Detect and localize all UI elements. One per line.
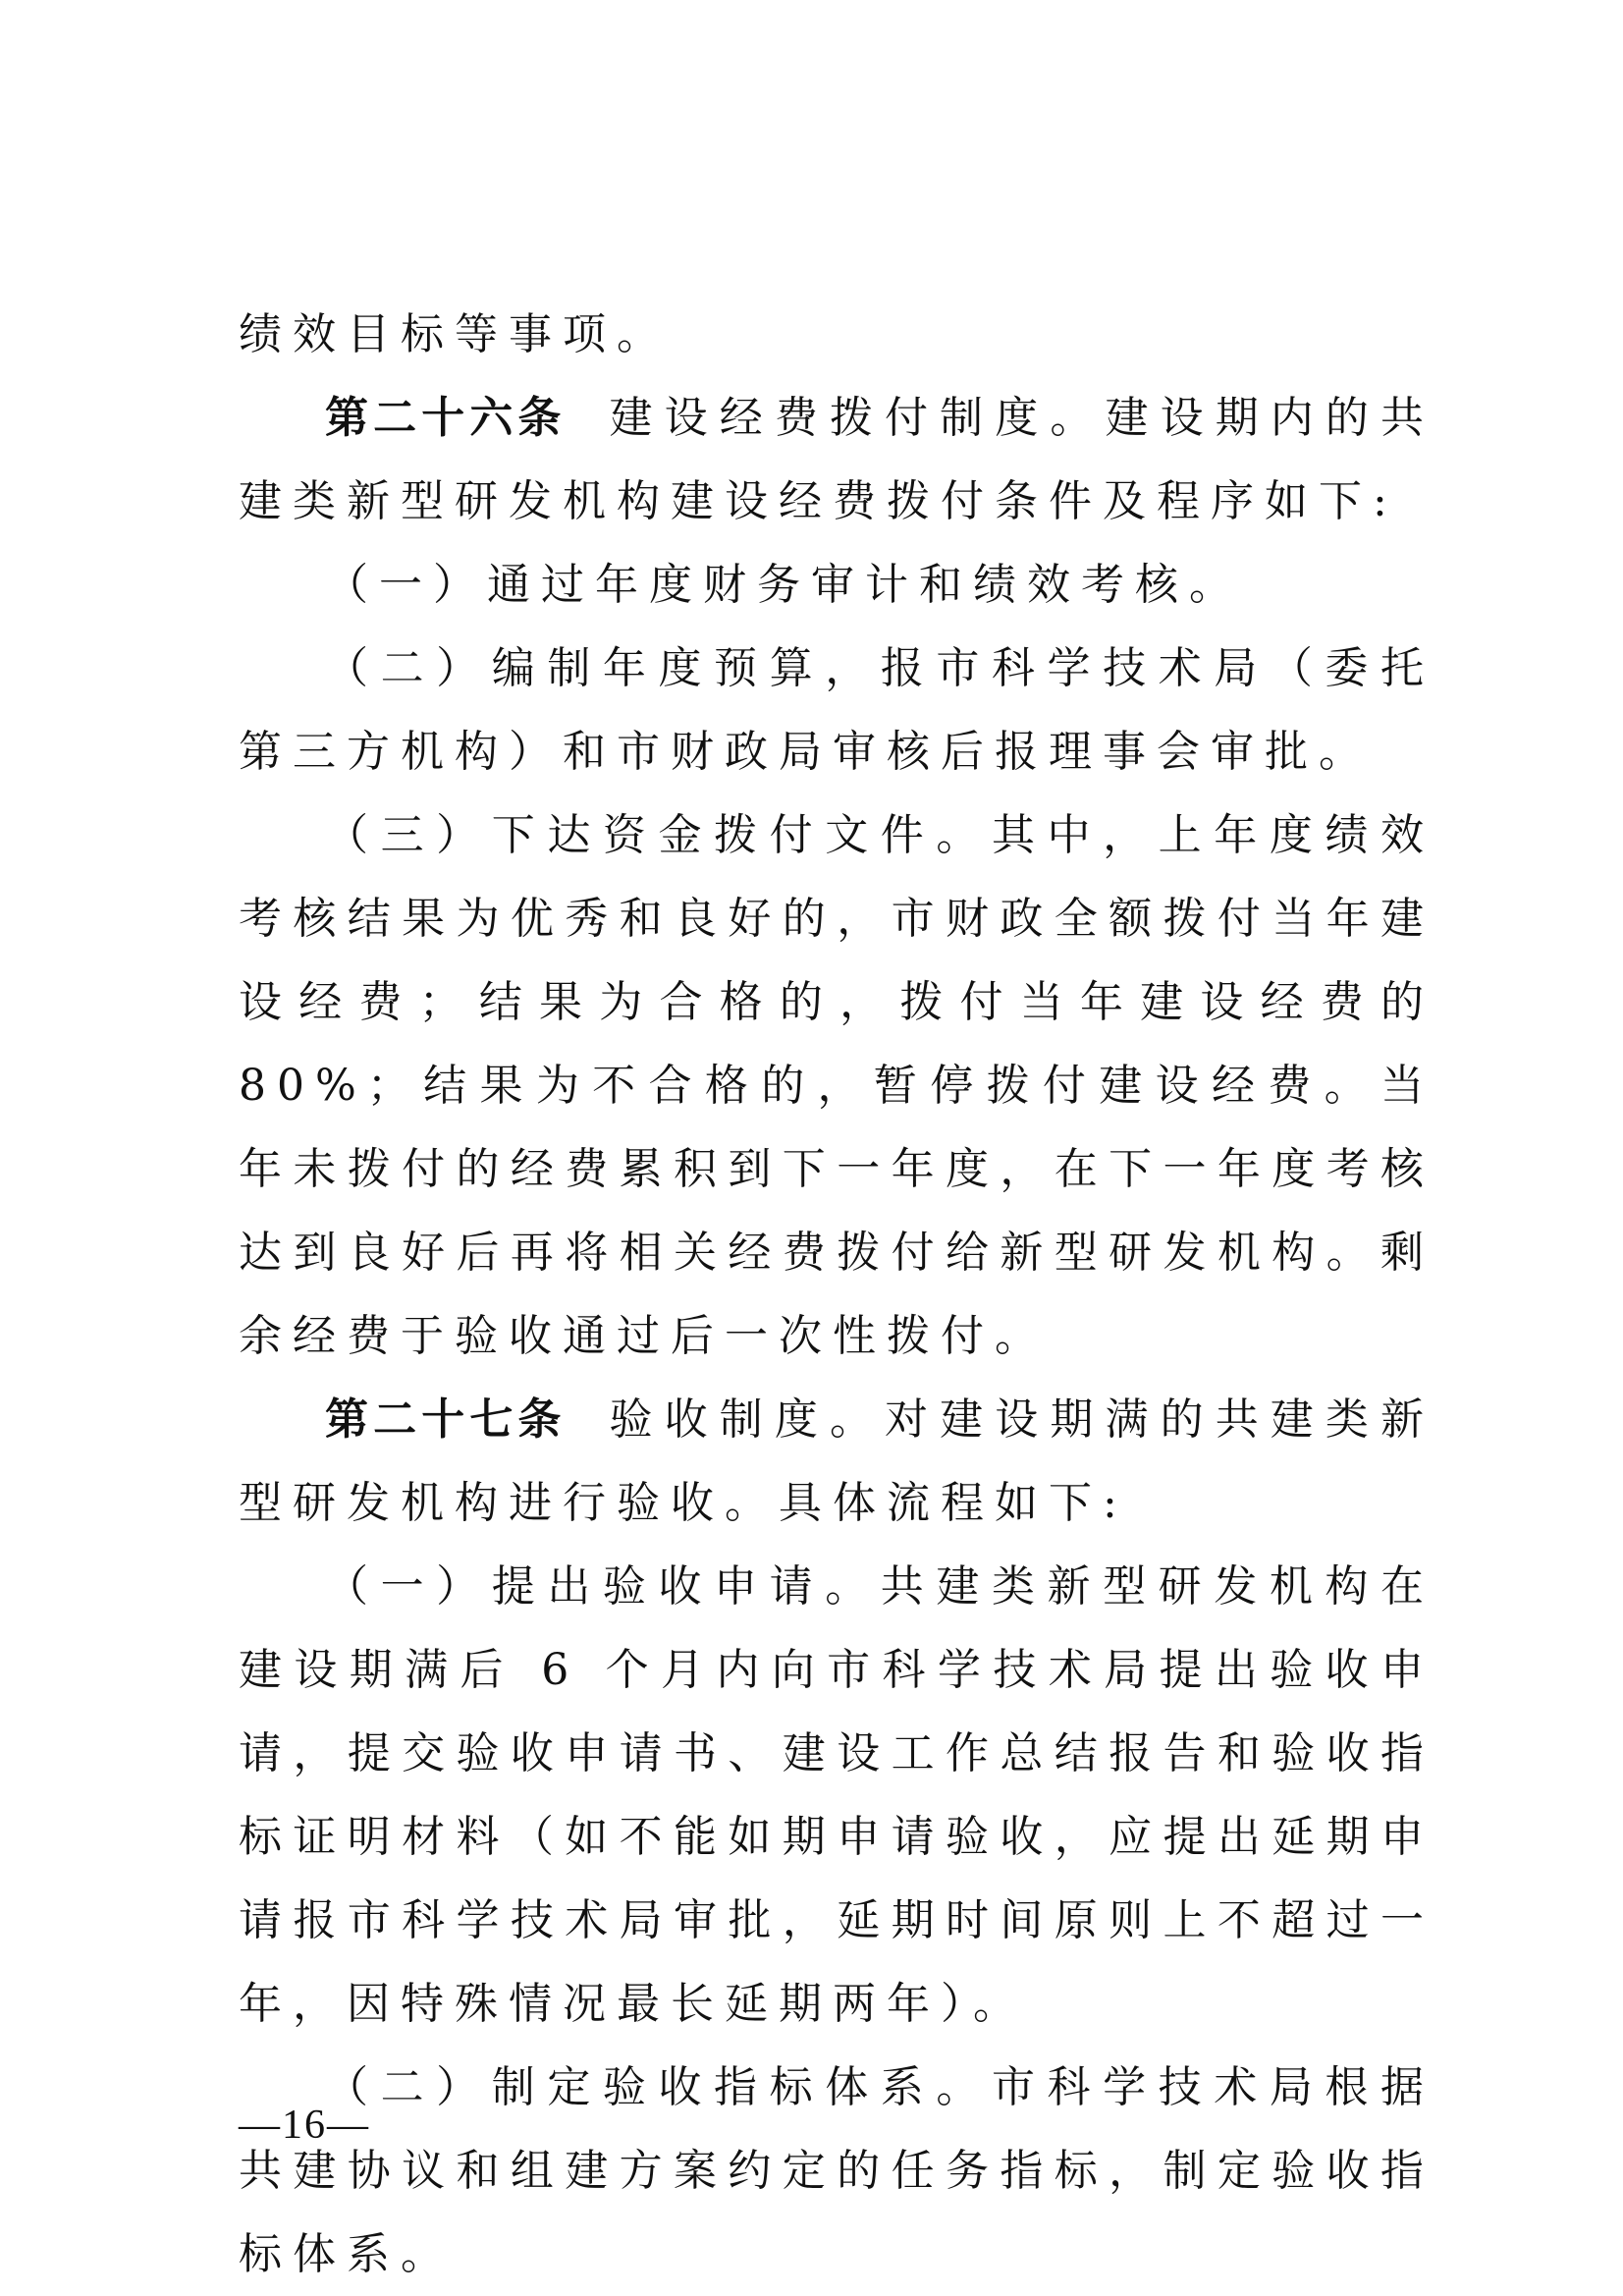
article-heading: 第二十六条: [325, 393, 567, 443]
list-item-paragraph: [239, 1545, 1434, 2046]
page-number: —16—: [239, 2103, 370, 2148]
paragraph-text: （一）通过年度财务审计和绩效考核。: [325, 560, 1243, 610]
article-heading: 第二十七条: [325, 1394, 567, 1445]
article-26-paragraph: [239, 376, 1434, 543]
list-item-paragraph: [239, 2046, 1434, 2296]
paragraph-text: 建设经费拨付制度。建设期内的共建类新型研发机构建设经费拨付条件及程序如下:: [239, 393, 1435, 526]
paragraph-text: （一）提出验收申请。共建类新型研发机构在建设期满后 6 个月内向市科学技术局提出验收申请，提交验收申请书、建设工作总结报告和验收指标证明材料（如不能如期申请验收，应提出延期申请报市科学技术局审批，延期时间原则上不超过一年，因特殊情况最长延期两年）。: [239, 1561, 1434, 2029]
paragraph-text: （二）制定验收指标体系。市科学技术局根据共建协议和组建方案约定的任务指标，制定验收指标体系。: [239, 2062, 1434, 2279]
list-item-paragraph: [239, 627, 1434, 793]
list-item-paragraph: [239, 543, 1434, 627]
paragraph-text: 绩效目标等事项。: [239, 309, 671, 359]
paragraph-text: （二）编制年度预算，报市科学技术局（委托第三方机构）和市财政局审核后报理事会审批。: [239, 643, 1434, 777]
document-body: [239, 293, 1434, 2296]
paragraph-continuation: [239, 293, 1434, 376]
list-item-paragraph: [239, 793, 1434, 1378]
paragraph-text: 验收制度。对建设期满的共建类新型研发机构进行验收。具体流程如下:: [239, 1394, 1435, 1528]
paragraph-text: （三）下达资金拨付文件。其中，上年度绩效考核结果为优秀和良好的，市财政全额拨付当年建设经费；结果为合格的，拨付当年建设经费的 80%；结果为不合格的，暂停拨付建设经费。当年未拨付的经费累积到下一年度，在下一年度考核达到良好后再将相关经费拨付给新型研发机构。剩余经费于验收通过后一次性拨付。: [239, 810, 1434, 1361]
article-27-paragraph: [239, 1378, 1434, 1545]
